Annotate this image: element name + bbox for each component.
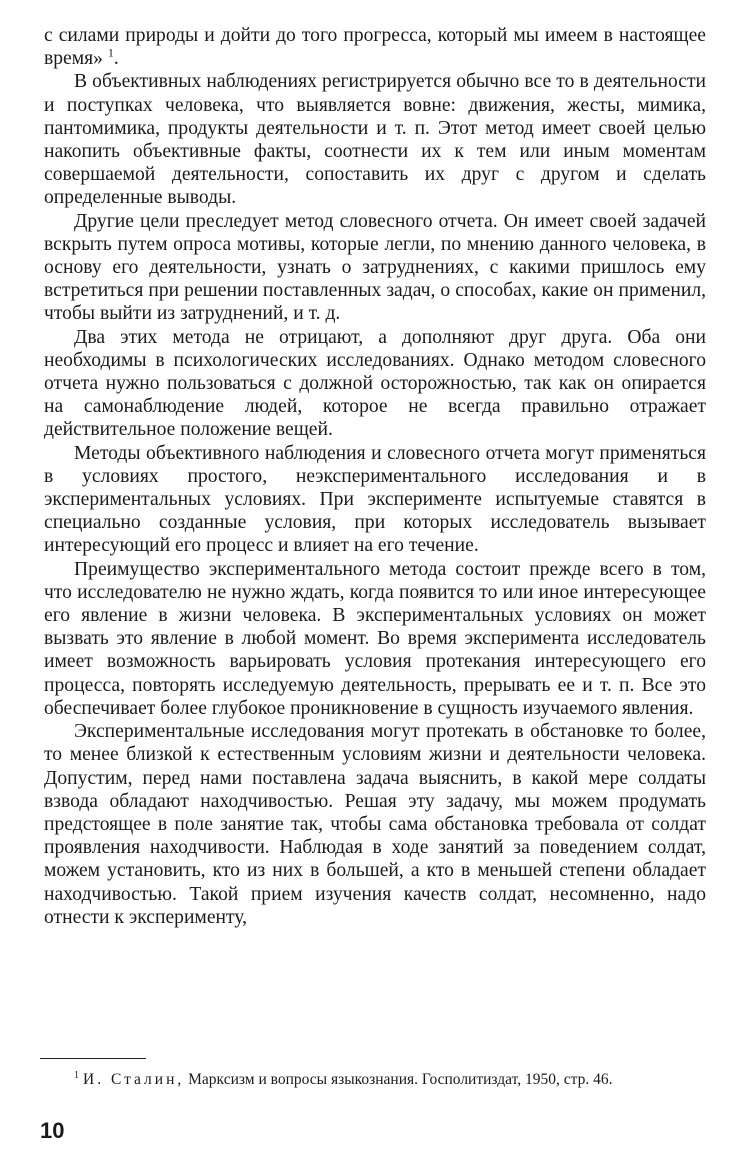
paragraph-7: Экспериментальные исследования могут протекать в обстановке то более, то менее близкой к естественным условиям жизни и деятельности человека. Допустим, перед нами поставлена задача выяснить, в какой мере солдаты взвода обладают находчивостью. Решая эту задачу, мы можем продумать предстоящее в поле занятие так, чтобы сама обстановка требовала от солдат проявления находчивости. Наблюдая в ходе занятий за поведением солдат, можем установить, кто из них в большей, а кто в меньшей степени обладает находчивостью. Такой прием изучения качеств солдат, несомненно, надо отнести к эксперименту, bbox=[44, 721, 706, 928]
paragraph-4: Два этих метода не отрицают, а дополняют друг друга. Оба они необходимы в психологических исследованиях. Однако методом словесного отчета нужно пользоваться с должной осторожностью, так как он опирается на самонаблюдение людей, которое не всегда правильно отражает действительное положение вещей. bbox=[44, 326, 706, 441]
paragraph-5: Методы объективного наблюдения и словесного отчета могут применяться в условиях простого, неэкспериментального исследования и в экспериментальных условиях. При эксперименте испытуемые ставятся в специально созданные условия, при которых исследователь вызывает интересующий его процесс и влияет на его течение. bbox=[44, 442, 706, 557]
page-number: 10 bbox=[40, 1118, 65, 1143]
footnote-text: Марксизм и вопросы языкознания. Госполитиздат, 1950, стр. 46. bbox=[188, 1071, 613, 1088]
main-text bbox=[44, 24, 706, 929]
paragraph-2: В объективных наблюдениях регистрируется обычно все то в деятельности и поступках человека, что выявляется вовне: движения, жесты, мимика, пантомимика, продукты деятельности и т. п. Этот метод имеет своей целью накопить объективные факты, соотнести их к тем или иным моментам совершаемой деятельности, сопоставить их друг с другом и сделать определенные выводы. bbox=[44, 71, 706, 209]
paragraph-end-punctuation: . bbox=[113, 48, 119, 70]
paragraph-6: Преимущество экспериментального метода состоит прежде всего в том, что исследователю не нужно ждать, когда появится то или иное интересующее его явление в жизни человека. В экспериментальных условиях он может вызвать это явление в любой момент. Во время эксперимента исследователь имеет возможность варьировать условия протекания интересующего его процесса, повторять исследуемую деятельность, прерывать ее и т. п. Все это обеспечивает более глубокое проникновение в сущность изучаемого явления. bbox=[44, 558, 706, 719]
paragraph-1 bbox=[44, 24, 706, 70]
footnote-mark: 1 bbox=[74, 1069, 79, 1081]
paragraph-text: с силами природы и дойти до того прогресса, который мы имеем в настоящее время» bbox=[44, 25, 706, 70]
footnote bbox=[44, 1070, 706, 1090]
footnote-divider bbox=[40, 1058, 146, 1059]
footnote-reference: 1 bbox=[107, 45, 114, 60]
paragraph-3: Другие цели преследует метод словесного отчета. Он имеет своей задачей вскрыть путем опроса мотивы, которые легли, по мнению данного человека, в основу его деятельности, узнать о затруднениях, с какими пришлось ему встретиться при решении поставленных задач, о способах, какие он применил, чтобы выйти из затруднений, и т. д. bbox=[44, 210, 706, 325]
footnote-author: И. Сталин, bbox=[83, 1071, 185, 1088]
